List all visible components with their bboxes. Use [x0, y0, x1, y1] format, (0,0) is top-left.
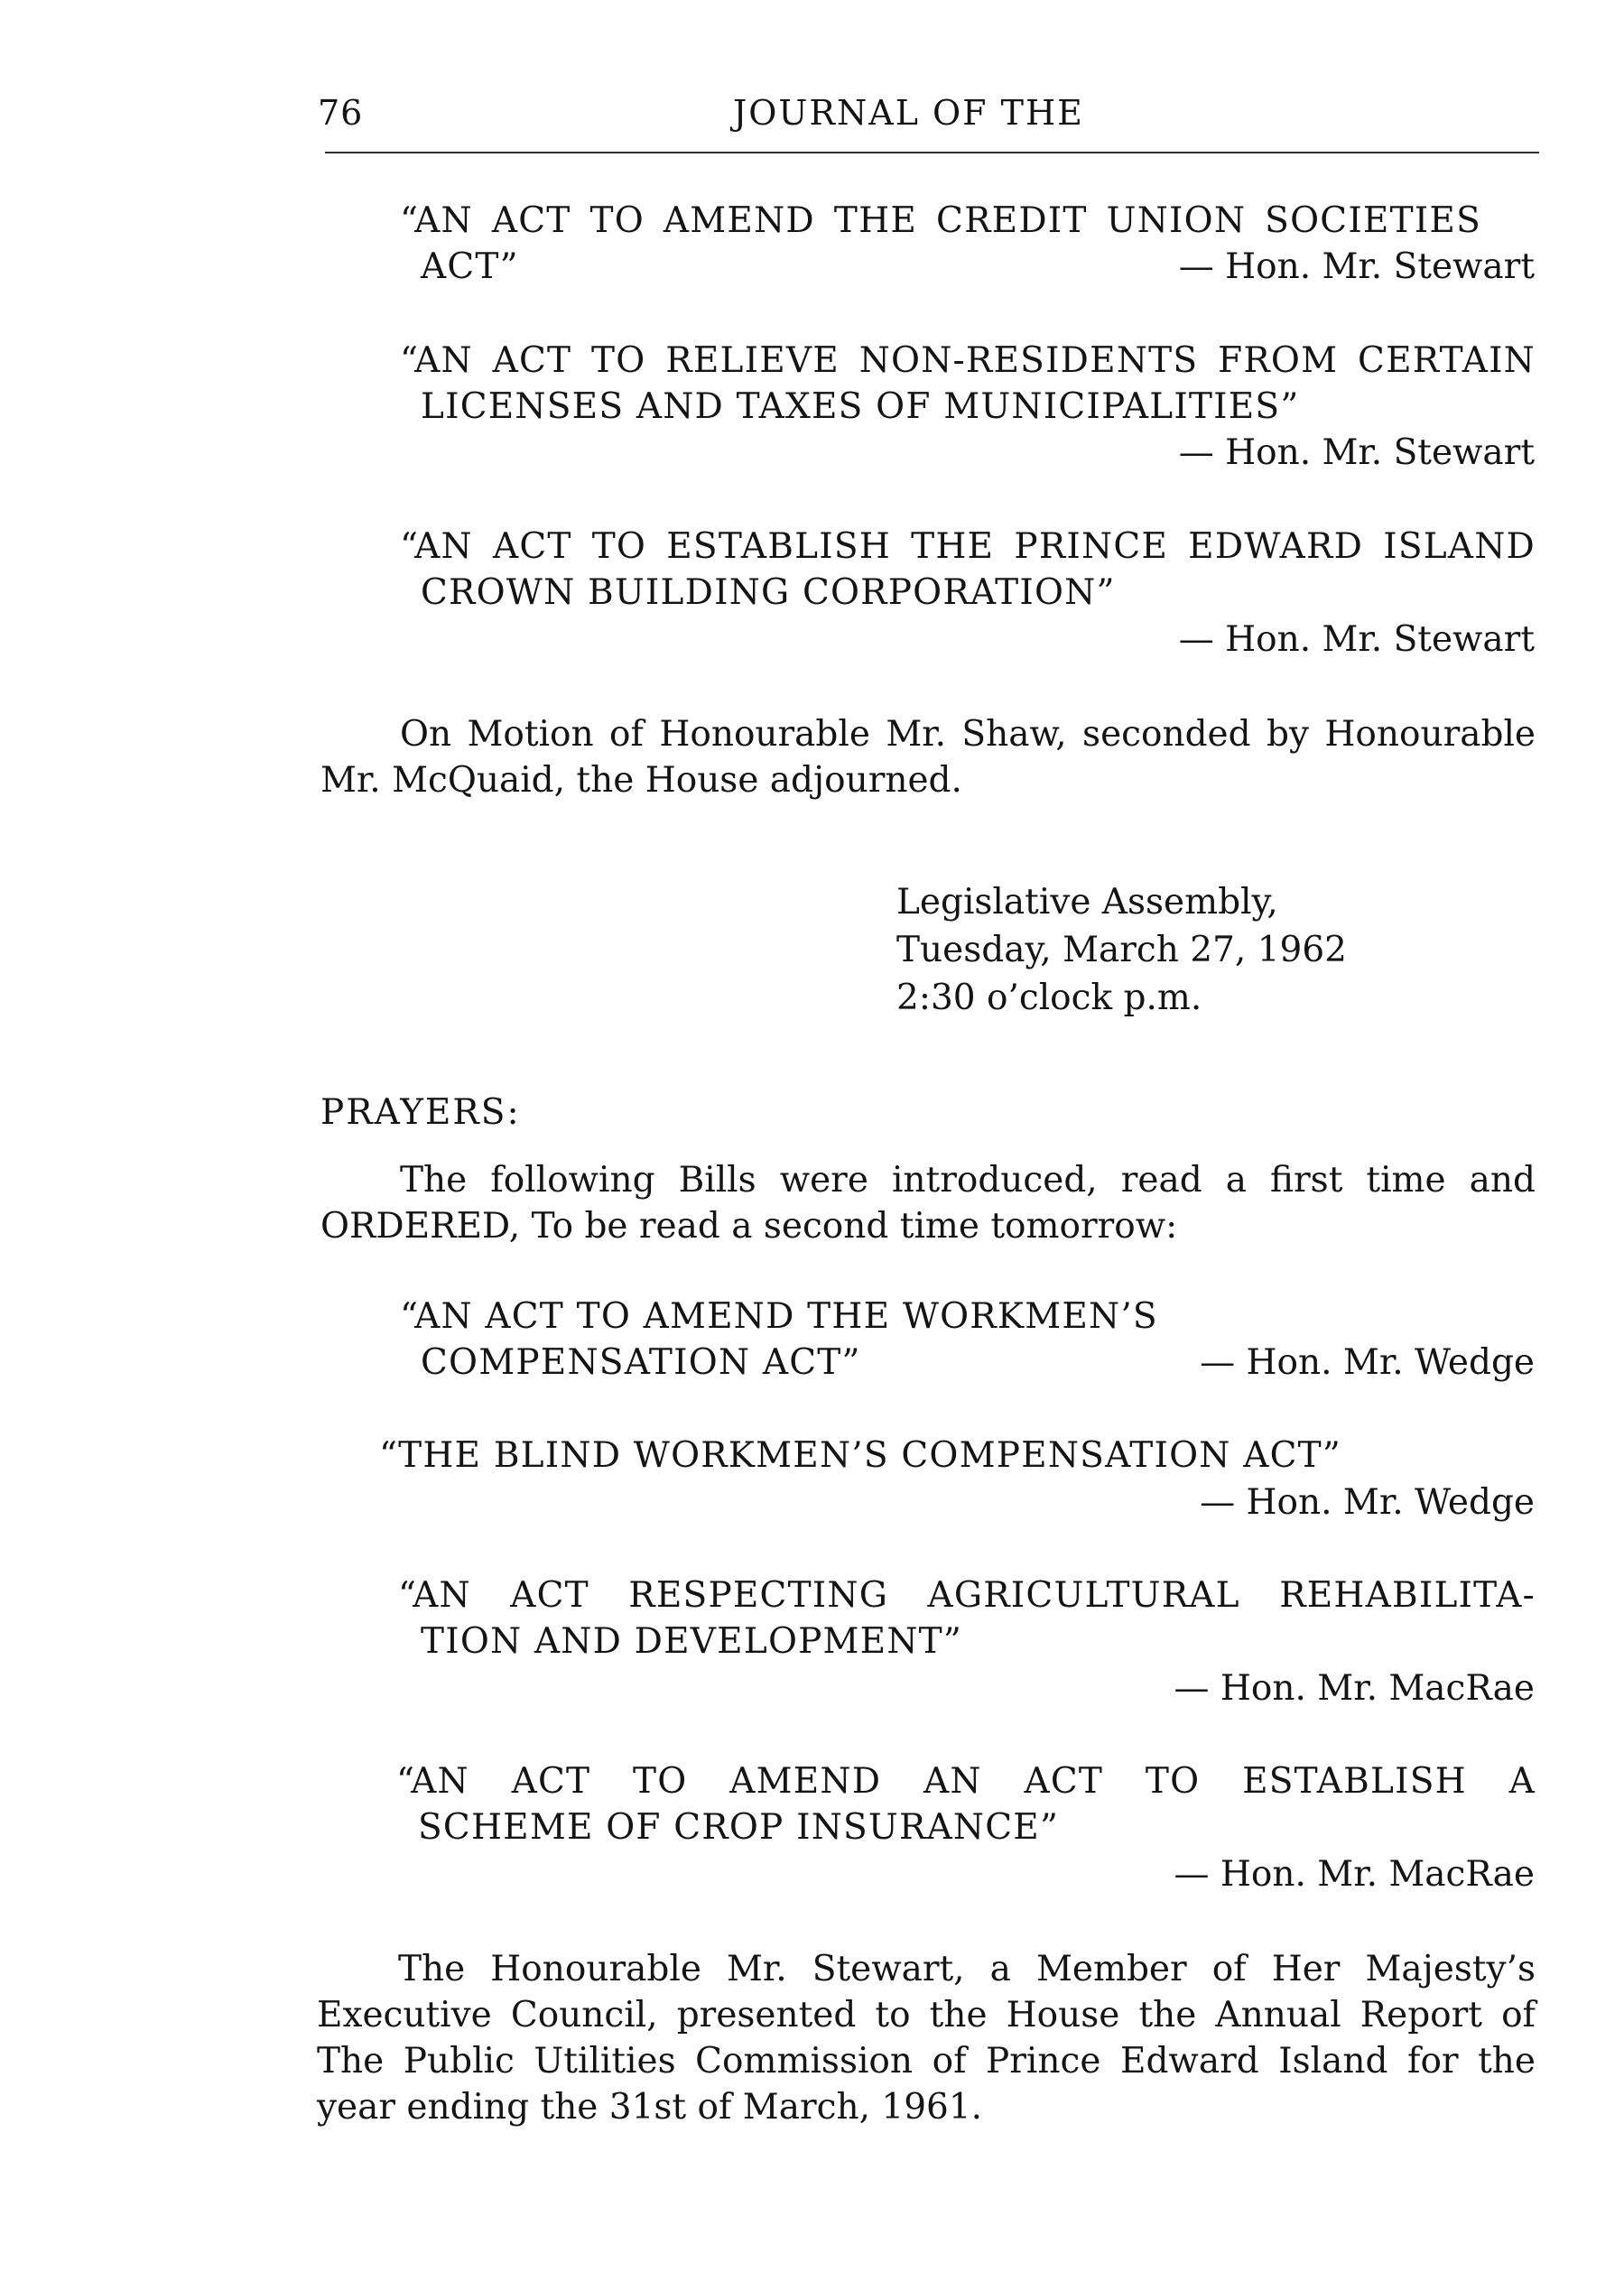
- sitting-date: Tuesday, March 27, 1962: [896, 930, 1347, 970]
- paragraph-line: Executive Council, presented to the House the Annual Report of: [317, 1995, 1536, 2035]
- bill-title-line: ACT”: [421, 246, 519, 287]
- bill-sponsor: — Hon. Mr. Stewart: [1178, 246, 1535, 287]
- paragraph-line: ORDERED, To be read a second time tomorrow:: [320, 1206, 1178, 1247]
- bill-sponsor: — Hon. Mr. Stewart: [1178, 432, 1535, 473]
- bill-sponsor: — Hon. Mr. Stewart: [1178, 619, 1535, 660]
- paragraph-line: The Public Utilities Commission of Prince Edward Island for the: [317, 2041, 1536, 2082]
- paragraph-line: On Motion of Honourable Mr. Shaw, seconded by Honourable: [400, 714, 1536, 755]
- bill-title-line: “AN ACT TO AMEND THE CREDIT UNION SOCIETIES: [400, 200, 1481, 241]
- paragraph-line: The following Bills were introduced, read a first time and: [400, 1160, 1536, 1201]
- paragraph-line: year ending the 31st of March, 1961.: [317, 2087, 983, 2128]
- bill-title-line: “AN ACT TO ESTABLISH THE PRINCE EDWARD ISLAND: [400, 526, 1536, 567]
- bill-title-line: “AN ACT RESPECTING AGRICULTURAL REHABILITA-: [398, 1575, 1536, 1616]
- bill-title-line: CROWN BUILDING CORPORATION”: [421, 572, 1116, 613]
- bill-title-line: “AN ACT TO RELIEVE NON-RESIDENTS FROM CERTAIN: [400, 340, 1536, 381]
- bill-sponsor: — Hon. Mr. Wedge: [1200, 1482, 1535, 1523]
- page-number: 76: [318, 93, 364, 133]
- running-title: JOURNAL OF THE: [733, 93, 1084, 133]
- sitting-time: 2:30 o’clock p.m.: [896, 978, 1202, 1018]
- introduction-paragraph: [320, 1157, 1536, 1249]
- bill-title-line: SCHEME OF CROP INSURANCE”: [418, 1807, 1060, 1848]
- bill-title-line: “AN ACT TO AMEND AN ACT TO ESTABLISH A: [396, 1761, 1536, 1802]
- bill-sponsor: — Hon. Mr. Wedge: [1200, 1342, 1535, 1383]
- report-paragraph: [317, 1946, 1536, 2130]
- bill-title-line: TION AND DEVELOPMENT”: [421, 1621, 963, 1662]
- prayers-heading: PRAYERS:: [320, 1092, 521, 1133]
- bill-sponsor: — Hon. Mr. MacRae: [1174, 1854, 1535, 1895]
- sitting-place: Legislative Assembly,: [896, 882, 1278, 923]
- bill-title-line: COMPENSATION ACT”: [421, 1342, 861, 1383]
- adjournment-paragraph: [320, 711, 1536, 803]
- bill-title-line: LICENSES AND TAXES OF MUNICIPALITIES”: [421, 386, 1300, 427]
- paragraph-line: The Honourable Mr. Stewart, a Member of Her Majesty’s: [398, 1949, 1536, 1989]
- bill-sponsor: — Hon. Mr. MacRae: [1174, 1668, 1535, 1709]
- bill-title-line: “THE BLIND WORKMEN’S COMPENSATION ACT”: [379, 1435, 1341, 1476]
- bill-title-line: “AN ACT TO AMEND THE WORKMEN’S: [400, 1296, 1158, 1337]
- header-rule: [325, 152, 1539, 153]
- paragraph-line: Mr. McQuaid, the House adjourned.: [320, 760, 962, 801]
